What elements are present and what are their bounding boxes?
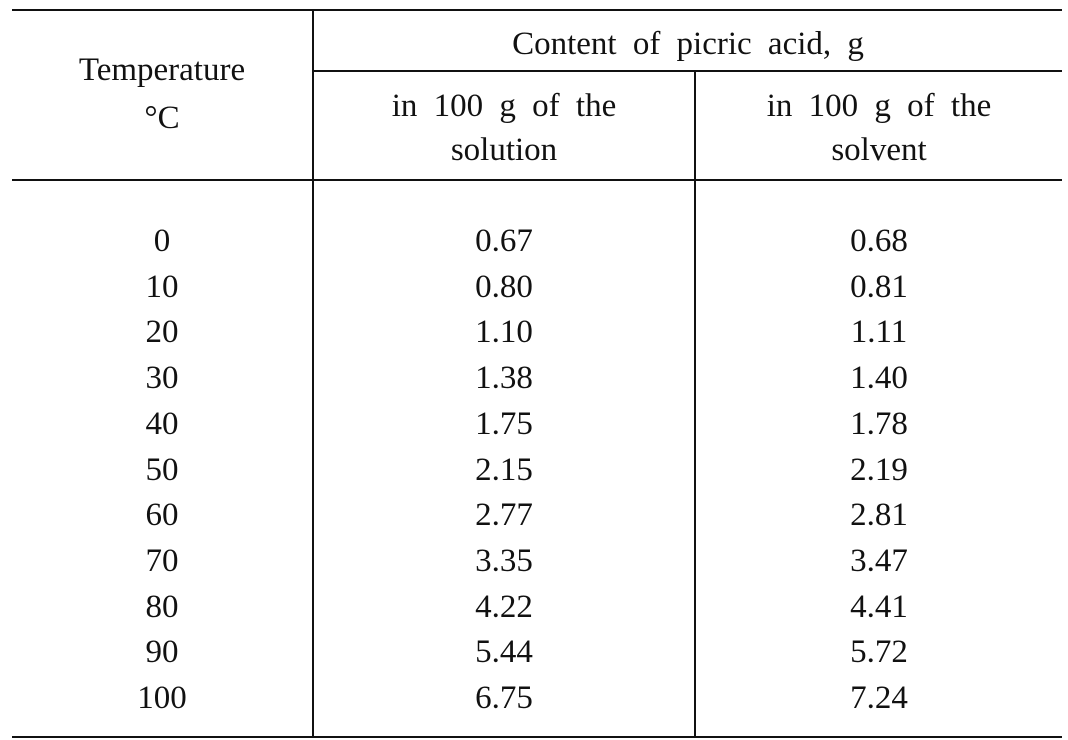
- solvent-content-cell: 2.19: [850, 452, 908, 488]
- temperature-cell: 20: [145, 314, 179, 350]
- temperature-cell: 0: [153, 223, 171, 259]
- temperature-cell: 90: [145, 634, 179, 670]
- header-content-group-label: Content of picric acid, g: [512, 26, 864, 62]
- solution-content-cell: 1.38: [475, 360, 533, 396]
- solvent-content-cell: 5.72: [850, 634, 908, 670]
- temperature-cell: 80: [145, 589, 179, 625]
- temperature-cell: 70: [145, 543, 179, 579]
- solution-content-cell: 0.80: [475, 269, 533, 305]
- top-rule: [12, 9, 1062, 11]
- temperature-cell: 60: [145, 497, 179, 533]
- solvent-content-cell: 1.40: [850, 360, 908, 396]
- solvent-content-cell: 0.68: [850, 223, 908, 259]
- solution-content-cell: 0.67: [475, 223, 533, 259]
- temperature-cell: 40: [145, 406, 179, 442]
- temperature-cell: 100: [137, 680, 187, 716]
- solution-content-cell: 4.22: [475, 589, 533, 625]
- temperature-cell: 50: [145, 452, 179, 488]
- solvent-content-cell: 3.47: [850, 543, 908, 579]
- header-temperature-label: Temperature: [78, 52, 246, 88]
- bottom-rule: [12, 736, 1062, 738]
- solvent-content-cell: 0.81: [850, 269, 908, 305]
- solvent-content-cell: 7.24: [850, 680, 908, 716]
- header-temperature-unit: °C: [144, 100, 180, 136]
- solution-content-cell: 6.75: [475, 680, 533, 716]
- header-solvent-line2: solvent: [831, 132, 927, 168]
- solvent-content-cell: 2.81: [850, 497, 908, 533]
- temperature-cell: 10: [145, 269, 179, 305]
- solution-content-cell: 3.35: [475, 543, 533, 579]
- solvent-content-cell: 1.78: [850, 406, 908, 442]
- solution-content-cell: 2.15: [475, 452, 533, 488]
- solvent-content-cell: 1.11: [850, 314, 908, 350]
- header-solution-line2: solution: [450, 132, 558, 168]
- solution-content-cell: 2.77: [475, 497, 533, 533]
- solvent-content-cell: 4.41: [850, 589, 908, 625]
- solution-content-cell: 5.44: [475, 634, 533, 670]
- header-bottom-rule: [12, 179, 1062, 181]
- solution-content-cell: 1.75: [475, 406, 533, 442]
- group-header-rule: [314, 70, 1062, 72]
- header-solvent-line1: in 100 g of the: [766, 88, 992, 124]
- temperature-cell: 30: [145, 360, 179, 396]
- solution-content-cell: 1.10: [475, 314, 533, 350]
- header-solution-line1: in 100 g of the: [391, 88, 617, 124]
